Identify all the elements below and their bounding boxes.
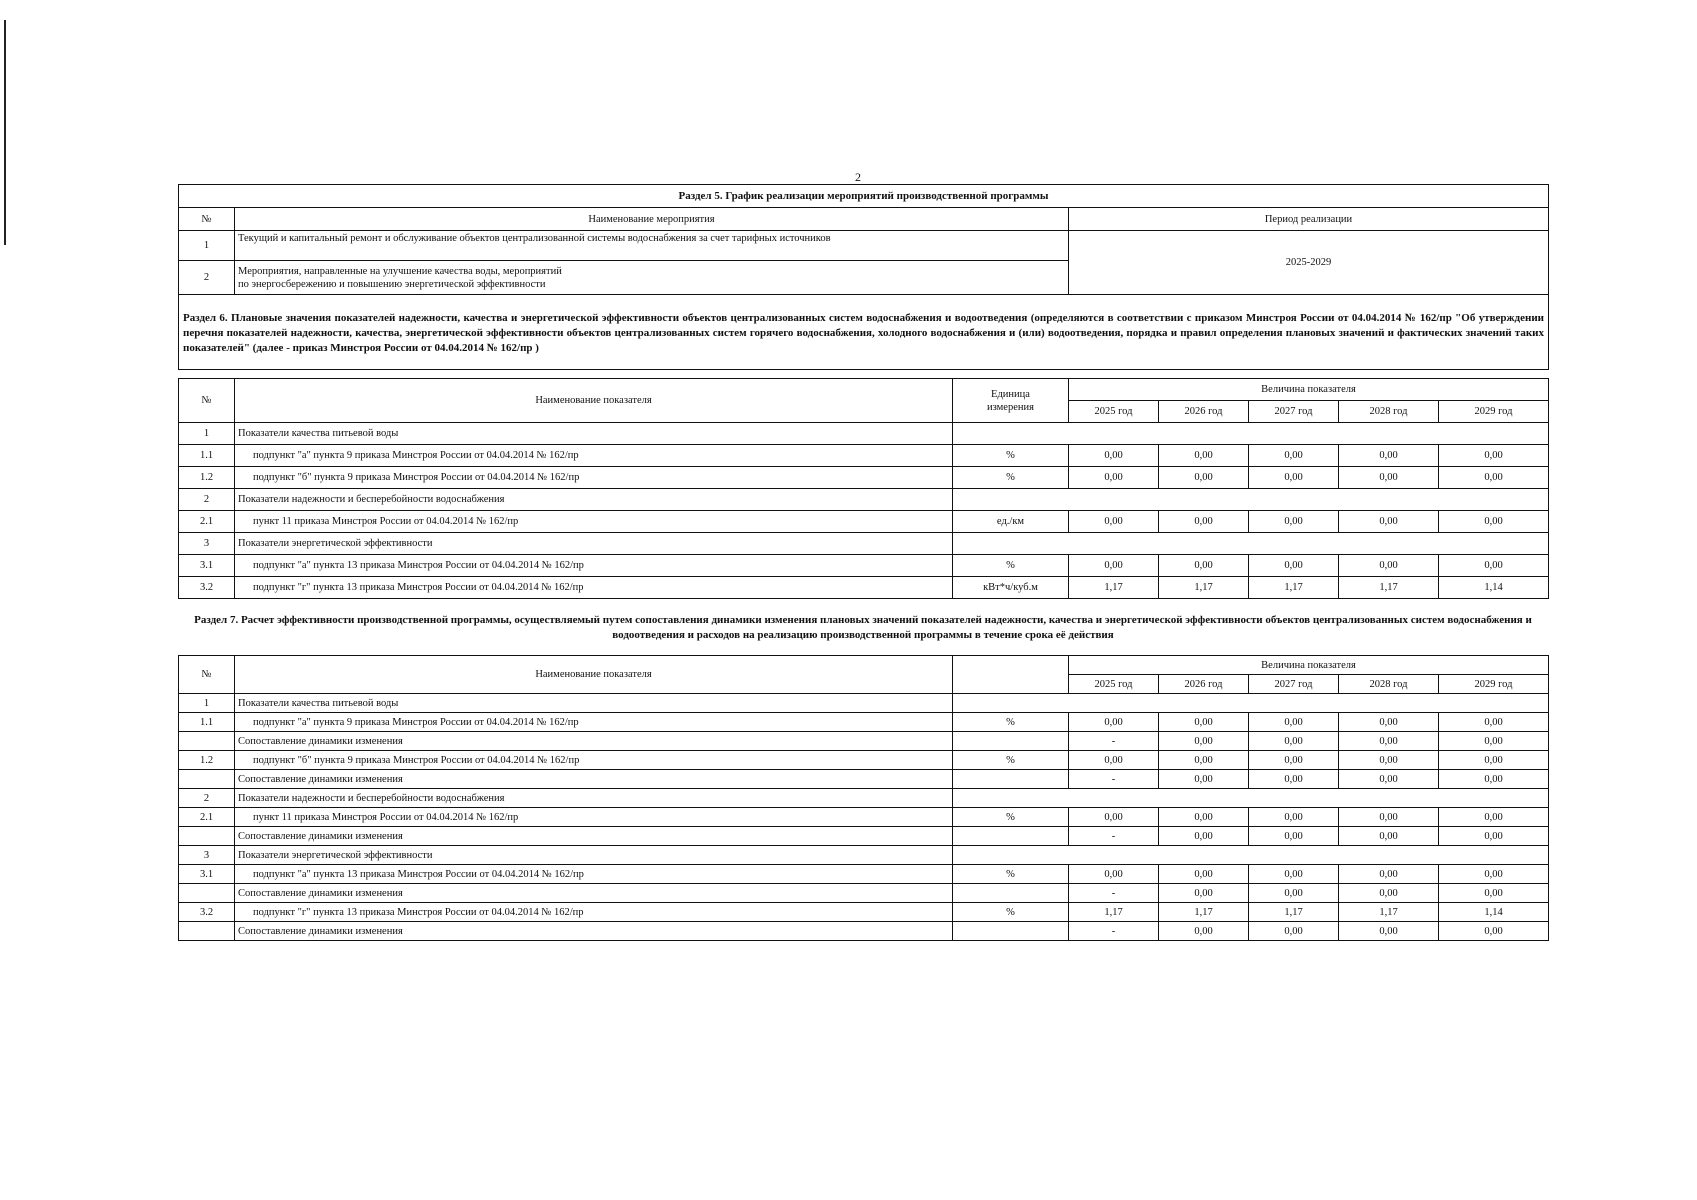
section5-col-name: Наименование мероприятия	[235, 208, 1069, 231]
compare-label: Сопоставление динамики изменения	[235, 884, 953, 903]
section7-col-num: №	[179, 656, 235, 694]
empty-cell	[179, 770, 235, 789]
value-cell: 0,00	[1159, 865, 1249, 884]
section5-col-num: №	[179, 208, 235, 231]
empty-cell	[953, 846, 1549, 865]
unit-cell: ед./км	[953, 511, 1069, 533]
compare-label: Сопоставление динамики изменения	[235, 922, 953, 941]
value-cell: 1,17	[1339, 903, 1439, 922]
value-cell: 1,17	[1159, 903, 1249, 922]
empty-cell	[179, 827, 235, 846]
empty-cell	[953, 423, 1549, 445]
unit-cell: %	[953, 467, 1069, 489]
value-cell: 0,00	[1159, 511, 1249, 533]
section5-table	[178, 184, 1549, 370]
value-cell: 0,00	[1159, 808, 1249, 827]
table-row	[179, 751, 1549, 770]
compare-value-cell: -	[1069, 732, 1159, 751]
value-cell: 0,00	[1069, 713, 1159, 732]
group-name: Показатели надежности и бесперебойности водоснабжения	[235, 489, 953, 511]
compare-value-cell: 0,00	[1249, 732, 1339, 751]
value-cell: 0,00	[1339, 555, 1439, 577]
section7-rows	[179, 694, 1549, 941]
unit-cell: %	[953, 555, 1069, 577]
row-num: 2.1	[179, 511, 235, 533]
section7-year: 2029 год	[1439, 675, 1549, 694]
section6-rows	[179, 423, 1549, 599]
indicator-name: пункт 11 приказа Минстроя России от 04.04.2014 № 162/пр	[235, 511, 953, 533]
section5-title: Раздел 5. График реализации мероприятий производственной программы	[179, 185, 1549, 208]
row-num: 3	[179, 533, 235, 555]
indicator-name: подпункт "б" пункта 9 приказа Минстроя России от 04.04.2014 № 162/пр	[235, 467, 953, 489]
document-body	[178, 184, 1548, 941]
row-num: 1.2	[179, 751, 235, 770]
value-cell: 0,00	[1439, 445, 1549, 467]
compare-row	[179, 922, 1549, 941]
section7-year: 2026 год	[1159, 675, 1249, 694]
section5-col-period: Период реализации	[1069, 208, 1549, 231]
compare-value-cell: -	[1069, 922, 1159, 941]
section6-year: 2029 год	[1439, 401, 1549, 423]
compare-value-cell: 0,00	[1249, 884, 1339, 903]
group-row	[179, 694, 1549, 713]
section5-row-num: 2	[179, 261, 235, 295]
compare-value-cell: 0,00	[1439, 732, 1549, 751]
value-cell: 0,00	[1339, 751, 1439, 770]
value-cell: 0,00	[1069, 808, 1159, 827]
unit-cell: %	[953, 713, 1069, 732]
indicator-name: подпункт "а" пункта 13 приказа Минстроя России от 04.04.2014 № 162/пр	[235, 555, 953, 577]
indicator-name: подпункт "а" пункта 9 приказа Минстроя России от 04.04.2014 № 162/пр	[235, 713, 953, 732]
row-num: 1.1	[179, 445, 235, 467]
row-num: 3.2	[179, 903, 235, 922]
compare-value-cell: 0,00	[1339, 770, 1439, 789]
compare-value-cell: 0,00	[1339, 922, 1439, 941]
compare-row	[179, 884, 1549, 903]
group-name: Показатели надежности и бесперебойности водоснабжения	[235, 789, 953, 808]
compare-value-cell: 0,00	[1339, 884, 1439, 903]
group-name: Показатели энергетической эффективности	[235, 846, 953, 865]
group-row	[179, 533, 1549, 555]
section5-row-name: Текущий и капитальный ремонт и обслуживание объектов централизованной системы водоснабжения за счет тарифных источников	[235, 231, 1069, 261]
compare-value-cell: 0,00	[1339, 827, 1439, 846]
table-row	[179, 713, 1549, 732]
unit-cell: кВт*ч/куб.м	[953, 577, 1069, 599]
compare-label: Сопоставление динамики изменения	[235, 732, 953, 751]
value-cell: 0,00	[1069, 511, 1159, 533]
value-cell: 0,00	[1249, 808, 1339, 827]
section6-year: 2028 год	[1339, 401, 1439, 423]
value-cell: 0,00	[1439, 865, 1549, 884]
section7-year: 2025 год	[1069, 675, 1159, 694]
value-cell: 0,00	[1439, 467, 1549, 489]
section7-title: Раздел 7. Расчет эффективности производственной программы, осуществляемый путем сопоставления динамики изменения плановых значений показателей надежности, качества и энергетической эффективности объектов централизованных систем водоснабжения и водоотведения и расходов на реализацию производственной программы в течение срока её действия	[194, 614, 1532, 641]
value-cell: 0,00	[1069, 467, 1159, 489]
table-row	[179, 445, 1549, 467]
empty-cell	[179, 732, 235, 751]
table-row	[179, 903, 1549, 922]
compare-value-cell: 0,00	[1159, 827, 1249, 846]
section6-col-unit-line2: измерения	[987, 401, 1034, 413]
value-cell: 0,00	[1339, 713, 1439, 732]
empty-cell	[953, 489, 1549, 511]
indicator-name: пункт 11 приказа Минстроя России от 04.04.2014 № 162/пр	[235, 808, 953, 827]
empty-cell	[953, 533, 1549, 555]
compare-value-cell: 0,00	[1439, 884, 1549, 903]
row-num: 2	[179, 789, 235, 808]
scan-edge-mark	[4, 20, 6, 245]
compare-value-cell: 0,00	[1339, 732, 1439, 751]
section7-year: 2028 год	[1339, 675, 1439, 694]
indicator-name: подпункт "а" пункта 13 приказа Минстроя России от 04.04.2014 № 162/пр	[235, 865, 953, 884]
value-cell: 0,00	[1249, 865, 1339, 884]
group-row	[179, 846, 1549, 865]
empty-cell	[953, 789, 1549, 808]
compare-value-cell: 0,00	[1439, 770, 1549, 789]
value-cell: 1,17	[1159, 577, 1249, 599]
value-cell: 0,00	[1069, 555, 1159, 577]
compare-row	[179, 732, 1549, 751]
compare-value-cell: 0,00	[1159, 884, 1249, 903]
value-cell: 1,14	[1439, 903, 1549, 922]
section5-period: 2025-2029	[1069, 231, 1549, 295]
value-cell: 0,00	[1339, 467, 1439, 489]
value-cell: 0,00	[1439, 511, 1549, 533]
value-cell: 1,17	[1249, 903, 1339, 922]
unit-cell: %	[953, 808, 1069, 827]
section7-year: 2027 год	[1249, 675, 1339, 694]
value-cell: 0,00	[1439, 713, 1549, 732]
value-cell: 0,00	[1339, 808, 1439, 827]
row-num: 1.2	[179, 467, 235, 489]
value-cell: 0,00	[1159, 751, 1249, 770]
compare-value-cell: -	[1069, 827, 1159, 846]
group-row	[179, 789, 1549, 808]
value-cell: 1,17	[1069, 903, 1159, 922]
section7-col-unit	[953, 656, 1069, 694]
compare-label: Сопоставление динамики изменения	[235, 770, 953, 789]
table-row	[179, 467, 1549, 489]
row-num: 3	[179, 846, 235, 865]
table-row	[179, 808, 1549, 827]
section6-year: 2026 год	[1159, 401, 1249, 423]
indicator-name: подпункт "г" пункта 13 приказа Минстроя России от 04.04.2014 № 162/пр	[235, 577, 953, 599]
table-row	[179, 555, 1549, 577]
compare-value-cell: -	[1069, 770, 1159, 789]
section6-col-name: Наименование показателя	[235, 379, 953, 423]
unit-cell: %	[953, 903, 1069, 922]
section6-col-value: Величина показателя	[1069, 379, 1549, 401]
table-row	[179, 577, 1549, 599]
value-cell: 0,00	[1249, 467, 1339, 489]
value-cell: 0,00	[1439, 808, 1549, 827]
section6-year: 2027 год	[1249, 401, 1339, 423]
compare-value-cell: 0,00	[1439, 922, 1549, 941]
section6-col-unit	[953, 379, 1069, 423]
unit-cell: %	[953, 751, 1069, 770]
compare-value-cell: 0,00	[1249, 922, 1339, 941]
compare-value-cell: 0,00	[1439, 827, 1549, 846]
compare-row	[179, 770, 1549, 789]
value-cell: 1,17	[1249, 577, 1339, 599]
compare-value-cell: 0,00	[1159, 770, 1249, 789]
row-num: 1	[179, 423, 235, 445]
row-num: 1.1	[179, 713, 235, 732]
value-cell: 1,17	[1339, 577, 1439, 599]
value-cell: 0,00	[1339, 511, 1439, 533]
group-row	[179, 489, 1549, 511]
empty-cell	[953, 884, 1069, 903]
indicator-name: подпункт "б" пункта 9 приказа Минстроя России от 04.04.2014 № 162/пр	[235, 751, 953, 770]
section5-row-name-line1: Мероприятия, направленные на улучшение качества воды, мероприятий	[238, 265, 562, 277]
unit-cell: %	[953, 445, 1069, 467]
section6-col-unit-line1: Единица	[991, 388, 1030, 400]
value-cell: 0,00	[1249, 511, 1339, 533]
group-name: Показатели энергетической эффективности	[235, 533, 953, 555]
empty-cell	[179, 884, 235, 903]
compare-value-cell: 0,00	[1159, 922, 1249, 941]
empty-cell	[953, 732, 1069, 751]
compare-label: Сопоставление динамики изменения	[235, 827, 953, 846]
empty-cell	[953, 770, 1069, 789]
section6-table	[178, 378, 1549, 599]
group-name: Показатели качества питьевой воды	[235, 694, 953, 713]
value-cell: 0,00	[1339, 865, 1439, 884]
section7-col-name: Наименование показателя	[235, 656, 953, 694]
value-cell: 0,00	[1339, 445, 1439, 467]
row-num: 3.1	[179, 865, 235, 884]
page-number: 2	[855, 170, 861, 184]
table-row	[179, 865, 1549, 884]
unit-cell: %	[953, 865, 1069, 884]
compare-value-cell: 0,00	[1249, 827, 1339, 846]
indicator-name: подпункт "а" пункта 9 приказа Минстроя России от 04.04.2014 № 162/пр	[235, 445, 953, 467]
value-cell: 0,00	[1069, 445, 1159, 467]
compare-value-cell: 0,00	[1159, 732, 1249, 751]
compare-value-cell: -	[1069, 884, 1159, 903]
value-cell: 0,00	[1069, 751, 1159, 770]
value-cell: 0,00	[1159, 555, 1249, 577]
section6-year: 2025 год	[1069, 401, 1159, 423]
section7-col-value: Величина показателя	[1069, 656, 1549, 675]
group-row	[179, 423, 1549, 445]
value-cell: 0,00	[1439, 751, 1549, 770]
section6-title: Раздел 6. Плановые значения показателей надежности, качества и энергетической эффективности объектов централизованных систем водоснабжения и водоотведения (определяются в соответствии с приказом Минстроя России от 04.04.2014 № 162/пр "Об утверждении перечня показателей надежности, качества, энергетической эффективности объектов централизованных систем горячего водоснабжения, холодного водоснабжения и (или) водоотведения, порядка и правил определения плановых значений и фактических значений таких показателей" (далее - приказ Минстроя России от 04.04.2014 № 162/пр )	[179, 295, 1549, 370]
row-num: 2.1	[179, 808, 235, 827]
value-cell: 0,00	[1249, 445, 1339, 467]
compare-row	[179, 827, 1549, 846]
row-num: 3.2	[179, 577, 235, 599]
value-cell: 0,00	[1159, 713, 1249, 732]
section6-col-num: №	[179, 379, 235, 423]
section5-row-num: 1	[179, 231, 235, 261]
indicator-name: подпункт "г" пункта 13 приказа Минстроя России от 04.04.2014 № 162/пр	[235, 903, 953, 922]
compare-value-cell: 0,00	[1249, 770, 1339, 789]
section5-row-name	[235, 261, 1069, 295]
empty-cell	[179, 922, 235, 941]
group-name: Показатели качества питьевой воды	[235, 423, 953, 445]
value-cell: 0,00	[1159, 467, 1249, 489]
row-num: 1	[179, 694, 235, 713]
value-cell: 0,00	[1249, 713, 1339, 732]
section7-table	[178, 655, 1549, 941]
value-cell: 0,00	[1159, 445, 1249, 467]
value-cell: 1,14	[1439, 577, 1549, 599]
row-num: 3.1	[179, 555, 235, 577]
row-num: 2	[179, 489, 235, 511]
table-row	[179, 511, 1549, 533]
section5-row-name-line2: по энергосбережению и повышению энергетической эффективности	[238, 278, 546, 290]
empty-cell	[953, 922, 1069, 941]
value-cell: 1,17	[1069, 577, 1159, 599]
value-cell: 0,00	[1439, 555, 1549, 577]
value-cell: 0,00	[1249, 555, 1339, 577]
value-cell: 0,00	[1249, 751, 1339, 770]
empty-cell	[953, 827, 1069, 846]
value-cell: 0,00	[1069, 865, 1159, 884]
empty-cell	[953, 694, 1549, 713]
